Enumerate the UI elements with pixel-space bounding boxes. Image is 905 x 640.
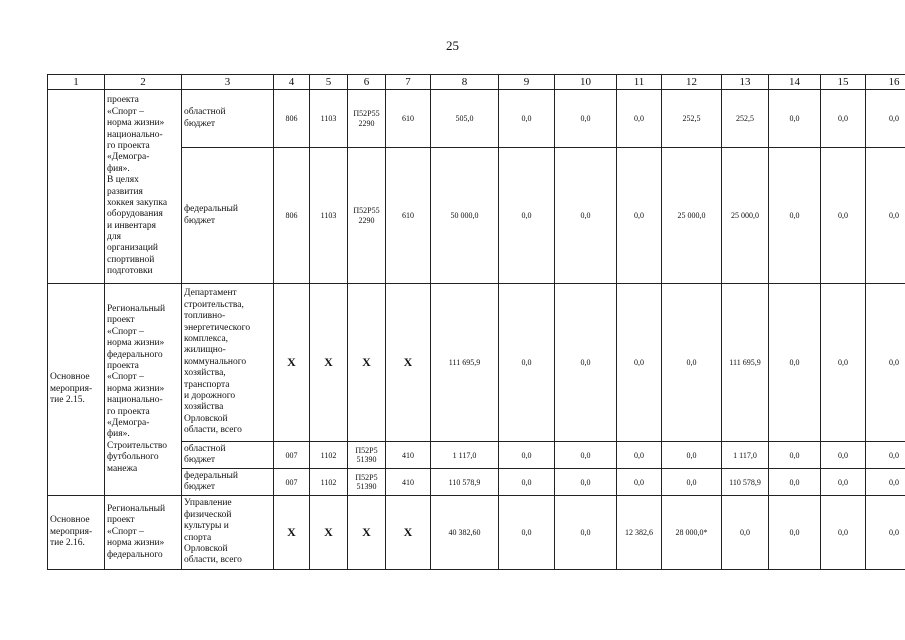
- amount-cell: 0,0: [866, 284, 905, 442]
- code-cell: 806: [274, 90, 310, 148]
- amount-cell: 0,0: [555, 148, 617, 284]
- code-cell: 410: [386, 469, 431, 496]
- table-row: [48, 284, 905, 442]
- code-cell: 1102: [310, 469, 348, 496]
- column-header: 11: [617, 75, 662, 90]
- amount-cell: 25 000,0: [722, 148, 769, 284]
- code-cell: 007: [274, 469, 310, 496]
- code-cell: X: [348, 496, 386, 570]
- amount-cell: 0,0: [617, 442, 662, 469]
- amount-cell: 111 695,9: [431, 284, 499, 442]
- code-cell: П52P5 51390: [348, 442, 386, 469]
- amount-cell: 0,0: [821, 90, 866, 148]
- amount-cell: 28 000,0*: [662, 496, 722, 570]
- amount-cell: 0,0: [866, 90, 905, 148]
- column-header: 14: [769, 75, 821, 90]
- amount-cell: 111 695,9: [722, 284, 769, 442]
- amount-cell: 0,0: [769, 469, 821, 496]
- table-row: [48, 496, 905, 570]
- amount-cell: 0,0: [821, 148, 866, 284]
- column-header: 4: [274, 75, 310, 90]
- amount-cell: 110 578,9: [722, 469, 769, 496]
- column-header: 13: [722, 75, 769, 90]
- amount-cell: 0,0: [499, 469, 555, 496]
- measure-cell: [48, 90, 105, 284]
- amount-cell: 0,0: [617, 148, 662, 284]
- table-row: [48, 90, 905, 148]
- funding-source-cell: Управление физической культуры и спорта Орловской области, всего: [182, 496, 274, 570]
- amount-cell: 0,0: [555, 469, 617, 496]
- code-cell: 007: [274, 442, 310, 469]
- amount-cell: 252,5: [662, 90, 722, 148]
- amount-cell: 252,5: [722, 90, 769, 148]
- page-number: 25: [446, 38, 459, 53]
- amount-cell: 0,0: [617, 284, 662, 442]
- code-cell: 1102: [310, 442, 348, 469]
- amount-cell: 0,0: [821, 284, 866, 442]
- amount-cell: 0,0: [866, 148, 905, 284]
- amount-cell: 50 000,0: [431, 148, 499, 284]
- amount-cell: 0,0: [555, 284, 617, 442]
- amount-cell: 0,0: [499, 148, 555, 284]
- column-header: 16: [866, 75, 905, 90]
- code-cell: 806: [274, 148, 310, 284]
- code-cell: П52P55 2290: [348, 90, 386, 148]
- amount-cell: 0,0: [555, 496, 617, 570]
- amount-cell: 1 117,0: [722, 442, 769, 469]
- column-header: 12: [662, 75, 722, 90]
- funding-source-cell: областной бюджет: [182, 442, 274, 469]
- code-cell: X: [310, 284, 348, 442]
- amount-cell: 110 578,9: [431, 469, 499, 496]
- amount-cell: 0,0: [555, 442, 617, 469]
- amount-cell: 0,0: [617, 90, 662, 148]
- amount-cell: 0,0: [499, 284, 555, 442]
- funding-source-cell: федеральный бюджет: [182, 469, 274, 496]
- amount-cell: 0,0: [769, 90, 821, 148]
- code-cell: 610: [386, 148, 431, 284]
- funding-source-cell: федеральный бюджет: [182, 148, 274, 284]
- amount-cell: 0,0: [821, 496, 866, 570]
- amount-cell: 0,0: [821, 442, 866, 469]
- amount-cell: 0,0: [499, 496, 555, 570]
- project-cell: Региональный проект «Спорт – норма жизни» федерального проекта «Спорт – норма жизни» национально- го проекта «Демогра- фия». Строительство футбольного манежа: [105, 284, 182, 496]
- column-header: 15: [821, 75, 866, 90]
- column-header: 7: [386, 75, 431, 90]
- measure-cell: Основное мероприя- тие 2.16.: [48, 496, 105, 570]
- project-cell: проекта «Спорт – норма жизни» национально- го проекта «Демогра- фия». В целях развития хоккея закупка оборудования и инвентаря для организаций спортивной подготовки: [105, 90, 182, 284]
- amount-cell: 0,0: [662, 284, 722, 442]
- code-cell: 610: [386, 90, 431, 148]
- amount-cell: 12 382,6: [617, 496, 662, 570]
- code-cell: 410: [386, 442, 431, 469]
- amount-cell: 1 117,0: [431, 442, 499, 469]
- amount-cell: 0,0: [769, 148, 821, 284]
- code-cell: 1103: [310, 148, 348, 284]
- funding-source-cell: Департамент строительства, топливно- энергетического комплекса, жилищно- коммунального хозяйства, транспорта и дорожного хозяйства Орловской области, всего: [182, 284, 274, 442]
- code-cell: 1103: [310, 90, 348, 148]
- amount-cell: 0,0: [866, 442, 905, 469]
- amount-cell: 505,0: [431, 90, 499, 148]
- project-cell: Региональный проект «Спорт – норма жизни» федерального: [105, 496, 182, 570]
- amount-cell: 0,0: [617, 469, 662, 496]
- code-cell: П52P55 2290: [348, 148, 386, 284]
- code-cell: X: [386, 284, 431, 442]
- amount-cell: 40 382,60: [431, 496, 499, 570]
- column-header: 6: [348, 75, 386, 90]
- code-cell: П52P5 51390: [348, 469, 386, 496]
- column-header: 9: [499, 75, 555, 90]
- code-cell: X: [386, 496, 431, 570]
- header-row: [48, 75, 905, 90]
- amount-cell: 0,0: [722, 496, 769, 570]
- code-cell: X: [310, 496, 348, 570]
- column-header: 8: [431, 75, 499, 90]
- funding-source-cell: областной бюджет: [182, 90, 274, 148]
- column-header: 5: [310, 75, 348, 90]
- amount-cell: 0,0: [769, 496, 821, 570]
- amount-cell: 0,0: [662, 442, 722, 469]
- amount-cell: 0,0: [866, 469, 905, 496]
- budget-table: [47, 74, 905, 570]
- amount-cell: 0,0: [662, 469, 722, 496]
- code-cell: X: [274, 496, 310, 570]
- amount-cell: 0,0: [821, 469, 866, 496]
- column-header: 3: [182, 75, 274, 90]
- column-header: 2: [105, 75, 182, 90]
- amount-cell: 0,0: [555, 90, 617, 148]
- amount-cell: 0,0: [499, 90, 555, 148]
- amount-cell: 0,0: [769, 442, 821, 469]
- measure-cell: Основное мероприя- тие 2.15.: [48, 284, 105, 496]
- amount-cell: 0,0: [866, 496, 905, 570]
- amount-cell: 0,0: [769, 284, 821, 442]
- column-header: 10: [555, 75, 617, 90]
- amount-cell: 25 000,0: [662, 148, 722, 284]
- code-cell: X: [274, 284, 310, 442]
- amount-cell: 0,0: [499, 442, 555, 469]
- column-header: 1: [48, 75, 105, 90]
- code-cell: X: [348, 284, 386, 442]
